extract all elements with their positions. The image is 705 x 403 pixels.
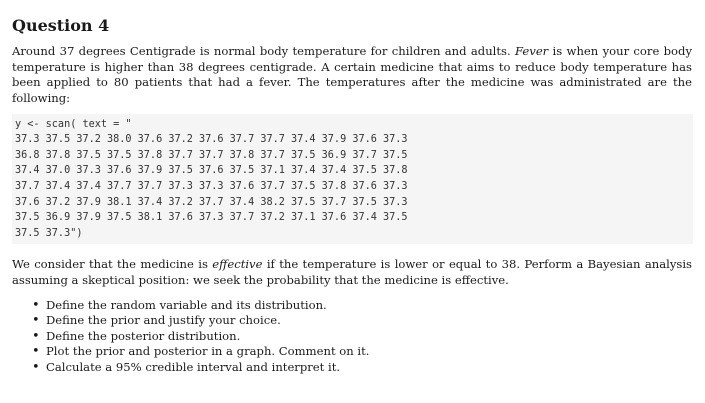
analysis-paragraph: [12, 257, 692, 288]
list-item: [32, 298, 697, 314]
code-prefix: y <- scan( text = ": [15, 118, 132, 130]
bullet-icon: •: [32, 313, 40, 329]
question-title: Question 4: [12, 16, 110, 35]
question-document: [12, 16, 697, 375]
task-list: [12, 298, 697, 376]
bullet-icon: •: [32, 297, 40, 313]
list-item: [32, 360, 697, 376]
analysis-text-1: We consider that the medicine is: [12, 257, 213, 272]
intro-fever-term: Fever: [515, 44, 549, 59]
code-line: 37.5 37.3"): [15, 227, 83, 239]
code-line: 37.4 37.0 37.3 37.6 37.9 37.5 37.6 37.5 37.1 37.4 37.4 37.5 37.8: [15, 165, 408, 177]
task-text: Define the prior and justify your choice.: [46, 313, 281, 328]
bullet-icon: •: [32, 328, 40, 344]
code-block: [12, 114, 693, 245]
code-line: 37.7 37.4 37.4 37.7 37.7 37.3 37.3 37.6 37.7 37.5 37.8 37.6 37.3: [15, 180, 408, 192]
task-text: Define the random variable and its distribution.: [46, 297, 327, 312]
bullet-icon: •: [32, 344, 40, 360]
bullet-icon: •: [32, 359, 40, 375]
code-line: 37.3 37.5 37.2 38.0 37.6 37.2 37.6 37.7 37.7 37.4 37.9 37.6 37.3: [15, 134, 408, 146]
list-item: [32, 329, 697, 345]
intro-paragraph: [12, 44, 692, 106]
analysis-text-2: if the temperature is lower or equal to 38. Perform a Bayesian analysis assuming a skeptical position: we seek the probability that the medicine is effective.: [12, 257, 692, 287]
code-line: 37.5 36.9 37.9 37.5 38.1 37.6 37.3 37.7 37.2 37.1 37.6 37.4 37.5: [15, 212, 408, 224]
task-text: Plot the prior and posterior in a graph. Comment on it.: [46, 344, 370, 359]
intro-text-2: is when your core body temperature is higher than 38 degrees centigrade. A certain medicine that aims to reduce body temperature has been applied to 80 patients that had a fever. The temperatures after the medicine was administrated are the following:: [12, 44, 693, 105]
task-text: Calculate a 95% credible interval and interpret it.: [46, 359, 341, 374]
task-text: Define the posterior distribution.: [46, 328, 241, 343]
list-item: [32, 344, 697, 360]
intro-text-1: Around 37 degrees Centigrade is normal body temperature for children and adults.: [12, 44, 515, 59]
analysis-effective-term: effective: [212, 257, 263, 272]
code-line: 36.8 37.8 37.5 37.5 37.8 37.7 37.7 37.8 37.7 37.5 36.9 37.7 37.5: [15, 149, 408, 161]
list-item: [32, 313, 697, 329]
code-line: 37.6 37.2 37.9 38.1 37.4 37.2 37.7 37.4 38.2 37.5 37.7 37.5 37.3: [15, 196, 408, 208]
